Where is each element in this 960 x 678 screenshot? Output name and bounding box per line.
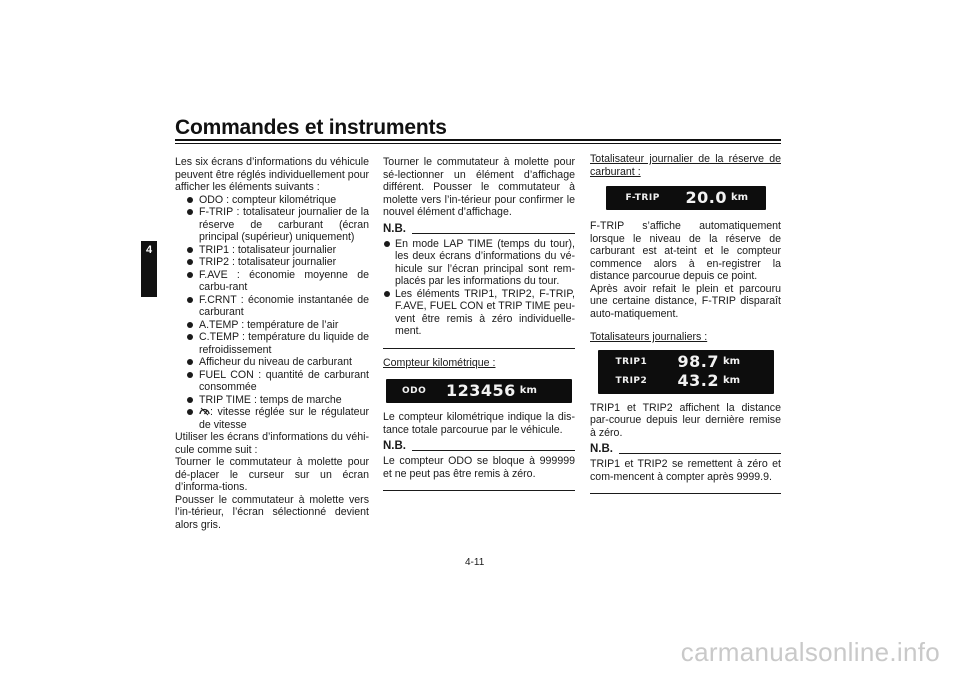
note-end-rule [590, 493, 781, 494]
usage-text-1: Utiliser les écrans d’informations du véhi-cule comme suit : [175, 431, 369, 456]
list-item: ODO : compteur kilométrique [175, 194, 369, 207]
odometer-display [386, 379, 572, 403]
note-label: N.B. [590, 443, 613, 455]
note-list [383, 238, 575, 338]
list-item: F.AVE : économie moyenne de carbu-rant [175, 269, 369, 294]
note-rule [412, 450, 575, 451]
list-item: F.CRNT : économie instantanée de carburant [175, 294, 369, 319]
column-3 [590, 153, 781, 502]
list-item-cruise [175, 406, 369, 431]
column-1 [175, 156, 369, 531]
note-end-rule [383, 490, 575, 491]
list-item: Afficheur du niveau de carburant [175, 356, 369, 369]
note-item: En mode LAP TIME (temps du tour), les deux écrans d’informations du vé-hicule sur l’écran principal sont rem-placés par les informations du tour. [383, 238, 575, 288]
lcd-value: 123456 [446, 380, 516, 400]
note-label: N.B. [383, 440, 406, 452]
odometer-text: Le compteur kilométrique indique la dis-tance totale parcourue par le véhicule. [383, 411, 575, 436]
list-item: TRIP TIME : temps de marche [175, 394, 369, 407]
trip2-row [598, 372, 774, 391]
lcd-unit: km [519, 384, 537, 396]
trips-text: TRIP1 et TRIP2 affichent la distance par-courue depuis leur dernière remise à zéro. [590, 401, 781, 439]
note-item: Les éléments TRIP1, TRIP2, F-TRIP, F.AVE, FUEL CON et TRIP TIME peu-vent être remis à zéro individuelle-ment. [383, 288, 575, 338]
note-text: Le compteur ODO se bloque à 999999 et ne peut pas être remis à zéro. [383, 455, 575, 480]
lcd-value: 43.2 [677, 370, 719, 390]
note-text: TRIP1 et TRIP2 se remettent à zéro et com-mencent à compter après 9999.9. [590, 458, 781, 483]
page-title: Commandes et instruments [175, 116, 447, 139]
ftrip-text-2: Après avoir refait le plein et parcouru une certaine distance, F-TRIP disparaît auto-matiquement. [590, 282, 781, 320]
ftrip-display [606, 186, 766, 210]
lcd-unit: km [722, 374, 741, 386]
trips-display [598, 350, 774, 394]
note-heading [590, 443, 781, 456]
lcd-label: F-TRIP [625, 192, 660, 203]
note-rule [619, 453, 781, 454]
column-2 [383, 156, 575, 499]
lcd-label: TRIP2 [615, 375, 648, 386]
note-heading [383, 223, 575, 236]
trips-heading: Totalisateurs journaliers : [590, 331, 708, 343]
watermark: carmanualsonline.info [680, 637, 940, 667]
usage-text-3: Pousser le commutateur à molette vers l’in-térieur, l’écran sélectionné devient alors gris. [175, 493, 369, 531]
list-item: TRIP1 : totalisateur journalier [175, 244, 369, 257]
lcd-value: 98.7 [677, 351, 719, 371]
list-item: FUEL CON : quantité de carburant consommée [175, 369, 369, 394]
list-item: C.TEMP : température du liquide de refroidissement [175, 331, 369, 356]
usage-text-2: Tourner le commutateur à molette pour dé-placer le curseur sur un écran d’informa-tions. [175, 456, 369, 493]
title-rule [175, 139, 781, 141]
select-text: Tourner le commutateur à molette pour sé-lectionner un élément d’affichage différent. Pousser le commutateur à molette vers l’in-térieur pour confirmer le nouvel élément d’affichage. [383, 156, 575, 218]
cruise-item-text: : vitesse réglée sur le régulateur de vitesse [199, 406, 369, 431]
note-end-rule [383, 348, 575, 349]
lcd-unit: km [730, 191, 749, 203]
trip1-row [598, 353, 774, 372]
odometer-heading: Compteur kilométrique : [383, 356, 496, 369]
lcd-value: 20.0 [685, 187, 727, 207]
lcd-unit: km [722, 355, 741, 367]
chapter-tab [141, 241, 157, 297]
title-rule-thin [175, 143, 781, 144]
note-rule [412, 233, 575, 234]
page-number: 4-11 [465, 557, 485, 568]
cruise-control-icon [199, 407, 210, 416]
lcd-label: ODO [402, 385, 427, 396]
ftrip-text-1: F-TRIP s’affiche automatiquement lorsque le niveau de la réserve de carburant est at-teint et le compteur commence alors à en-registrer la distance parcourue depuis ce point. [590, 220, 781, 282]
list-item: A.TEMP : température de l’air [175, 319, 369, 332]
ftrip-heading: Totalisateur journalier de la réserve de carburant : [590, 153, 781, 178]
note-heading [383, 440, 575, 453]
display-items-list [175, 194, 369, 432]
list-item: F-TRIP : totalisateur journalier de la réserve de carburant (écran principal (supérieur) uniquement) [175, 206, 369, 244]
list-item: TRIP2 : totalisateur journalier [175, 256, 369, 269]
chapter-number: 4 [145, 244, 153, 256]
intro-text: Les six écrans d’informations du véhicule peuvent être réglés individuellement pour afficher les éléments suivants : [175, 156, 369, 193]
note-label: N.B. [383, 222, 406, 235]
lcd-label: TRIP1 [615, 356, 648, 367]
